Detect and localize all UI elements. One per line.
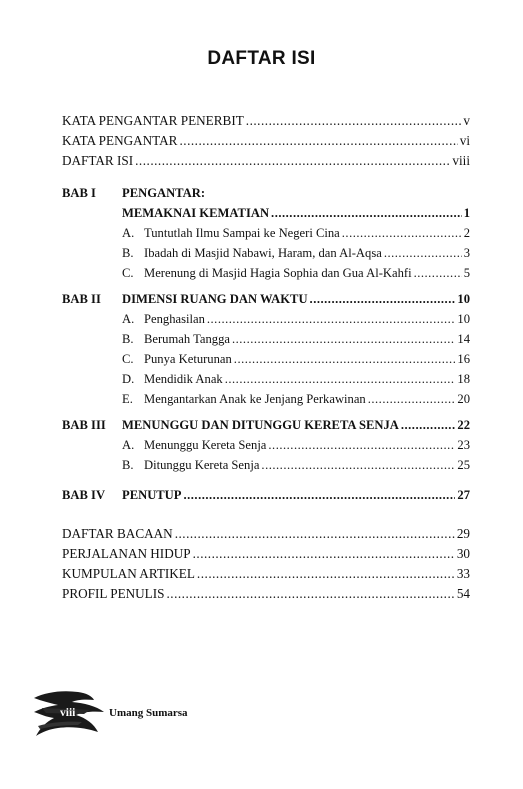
toc-entry-page: 33 bbox=[456, 566, 470, 581]
dot-leader bbox=[414, 263, 462, 283]
toc-entry bbox=[62, 544, 470, 564]
subentry-marker: C. bbox=[122, 352, 134, 366]
toc-subentry bbox=[122, 263, 470, 283]
chapter-number: BAB III bbox=[62, 418, 106, 432]
chapter-page: 22 bbox=[457, 418, 470, 432]
chapter-title: MEMAKNAI KEMATIAN bbox=[122, 206, 270, 220]
toc-entry bbox=[62, 524, 470, 544]
chapter-page: 27 bbox=[457, 488, 470, 502]
toc-entry-label: DAFTAR BACAAN bbox=[62, 526, 173, 541]
dot-leader bbox=[268, 435, 455, 455]
subentry-page: 5 bbox=[463, 266, 470, 280]
toc-entry bbox=[62, 131, 470, 151]
chapter-3 bbox=[62, 415, 470, 475]
dot-leader bbox=[135, 151, 450, 171]
subentry-marker: A. bbox=[122, 226, 135, 240]
toc-entry-page: 30 bbox=[456, 546, 470, 561]
toc-entry bbox=[62, 151, 470, 171]
subentry-label: Berumah Tangga bbox=[144, 332, 230, 346]
dot-leader bbox=[179, 131, 457, 151]
dot-leader bbox=[225, 369, 456, 389]
toc-subentry bbox=[122, 455, 470, 475]
subentry-marker: B. bbox=[122, 332, 134, 346]
chapter-page: 1 bbox=[463, 206, 470, 220]
toc-entry-page: v bbox=[463, 113, 470, 128]
toc-entry-label: DAFTAR ISI bbox=[62, 153, 134, 168]
chapter-title-entry bbox=[122, 289, 470, 309]
dot-leader bbox=[342, 223, 462, 243]
toc-entry bbox=[62, 111, 470, 131]
chapter-title: DIMENSI RUANG DAN WAKTU bbox=[122, 292, 308, 306]
dot-leader bbox=[175, 524, 455, 544]
subentry-label: Ibadah di Masjid Nabawi, Haram, dan Al-Aqsa bbox=[144, 246, 382, 260]
dot-leader bbox=[234, 349, 456, 369]
toc-front-matter bbox=[62, 111, 470, 171]
chapter-number: BAB II bbox=[62, 292, 101, 306]
dot-leader bbox=[384, 243, 462, 263]
toc-back-matter bbox=[62, 524, 470, 604]
subentry-label: Penghasilan bbox=[144, 312, 205, 326]
chapter-title: MENUNGGU DAN DITUNGGU KERETA SENJA bbox=[122, 418, 399, 432]
chapter-title: PENUTUP bbox=[122, 488, 182, 502]
subentry-marker: A. bbox=[122, 438, 135, 452]
chapter-number: BAB I bbox=[62, 186, 96, 200]
subentry-page: 20 bbox=[457, 392, 470, 406]
dot-leader bbox=[310, 289, 456, 309]
dot-leader bbox=[166, 584, 454, 604]
chapter-1 bbox=[62, 183, 470, 283]
subentry-marker: B. bbox=[122, 458, 134, 472]
page-footer bbox=[32, 688, 212, 740]
dot-leader bbox=[197, 564, 455, 584]
subentry-label: Menunggu Kereta Senja bbox=[144, 438, 267, 452]
subentry-page: 2 bbox=[463, 226, 470, 240]
chapter-4 bbox=[62, 485, 470, 505]
toc-entry-label: KATA PENGANTAR PENERBIT bbox=[62, 113, 244, 128]
dot-leader bbox=[246, 111, 462, 131]
toc-entry-label: PERJALANAN HIDUP bbox=[62, 546, 191, 561]
subentry-page: 23 bbox=[457, 438, 470, 452]
subentry-marker: A. bbox=[122, 312, 135, 326]
subentry-label: Mendidik Anak bbox=[144, 372, 223, 386]
toc-entry-label: KATA PENGANTAR bbox=[62, 133, 178, 148]
toc-entry-page: vi bbox=[459, 133, 470, 148]
dot-leader bbox=[271, 203, 462, 223]
toc-entry bbox=[62, 584, 470, 604]
chapter-title-line bbox=[122, 183, 470, 203]
subentry-marker: E. bbox=[122, 392, 133, 406]
dot-leader bbox=[232, 329, 455, 349]
dot-leader bbox=[368, 389, 456, 409]
toc-subentry bbox=[122, 309, 470, 329]
toc-entry-label: PROFIL PENULIS bbox=[62, 586, 165, 601]
subentry-marker: C. bbox=[122, 266, 134, 280]
subentry-label: Tuntutlah Ilmu Sampai ke Negeri Cina bbox=[144, 226, 340, 240]
page-title: DAFTAR ISI bbox=[207, 48, 316, 69]
subentry-page: 25 bbox=[457, 458, 470, 472]
dot-leader bbox=[401, 415, 456, 435]
toc-entry bbox=[62, 564, 470, 584]
toc-subentry bbox=[122, 243, 470, 263]
chapter-title-entry bbox=[122, 415, 470, 435]
subentry-label: Punya Keturunan bbox=[144, 352, 232, 366]
subentry-label: Ditunggu Kereta Senja bbox=[144, 458, 260, 472]
toc-entry-page: viii bbox=[452, 153, 470, 168]
dot-leader bbox=[193, 544, 455, 564]
subentry-label: Merenung di Masjid Hagia Sophia dan Gua Al-Kahfi bbox=[144, 266, 412, 280]
subentry-page: 3 bbox=[463, 246, 470, 260]
toc-entry-page: 29 bbox=[456, 526, 470, 541]
subentry-marker: B. bbox=[122, 246, 134, 260]
chapter-page: 10 bbox=[457, 292, 470, 306]
toc-subentry bbox=[122, 435, 470, 455]
chapter-title-entry bbox=[122, 203, 470, 223]
toc-entry-page: 54 bbox=[456, 586, 470, 601]
subentry-label: Mengantarkan Anak ke Jenjang Perkawinan bbox=[144, 392, 366, 406]
dot-leader bbox=[261, 455, 455, 475]
dot-leader bbox=[183, 485, 455, 505]
toc-subentry bbox=[122, 329, 470, 349]
chapter-number: BAB IV bbox=[62, 488, 106, 502]
toc-subentry bbox=[122, 349, 470, 369]
dot-leader bbox=[207, 309, 456, 329]
toc-subentry bbox=[122, 223, 470, 243]
toc-entry-label: KUMPULAN ARTIKEL bbox=[62, 566, 195, 581]
subentry-marker: D. bbox=[122, 372, 135, 386]
subentry-page: 18 bbox=[457, 372, 470, 386]
page-number: viii bbox=[60, 707, 76, 719]
author-name: Umang Sumarsa bbox=[109, 707, 188, 719]
chapter-title-entry bbox=[122, 485, 470, 505]
subentry-page: 10 bbox=[457, 312, 470, 326]
toc-subentry bbox=[122, 369, 470, 389]
toc-subentry bbox=[122, 389, 470, 409]
subentry-page: 14 bbox=[457, 332, 470, 346]
chapter-2 bbox=[62, 289, 470, 409]
subentry-page: 16 bbox=[457, 352, 470, 366]
chapter-title-prefix: PENGANTAR: bbox=[122, 186, 206, 200]
